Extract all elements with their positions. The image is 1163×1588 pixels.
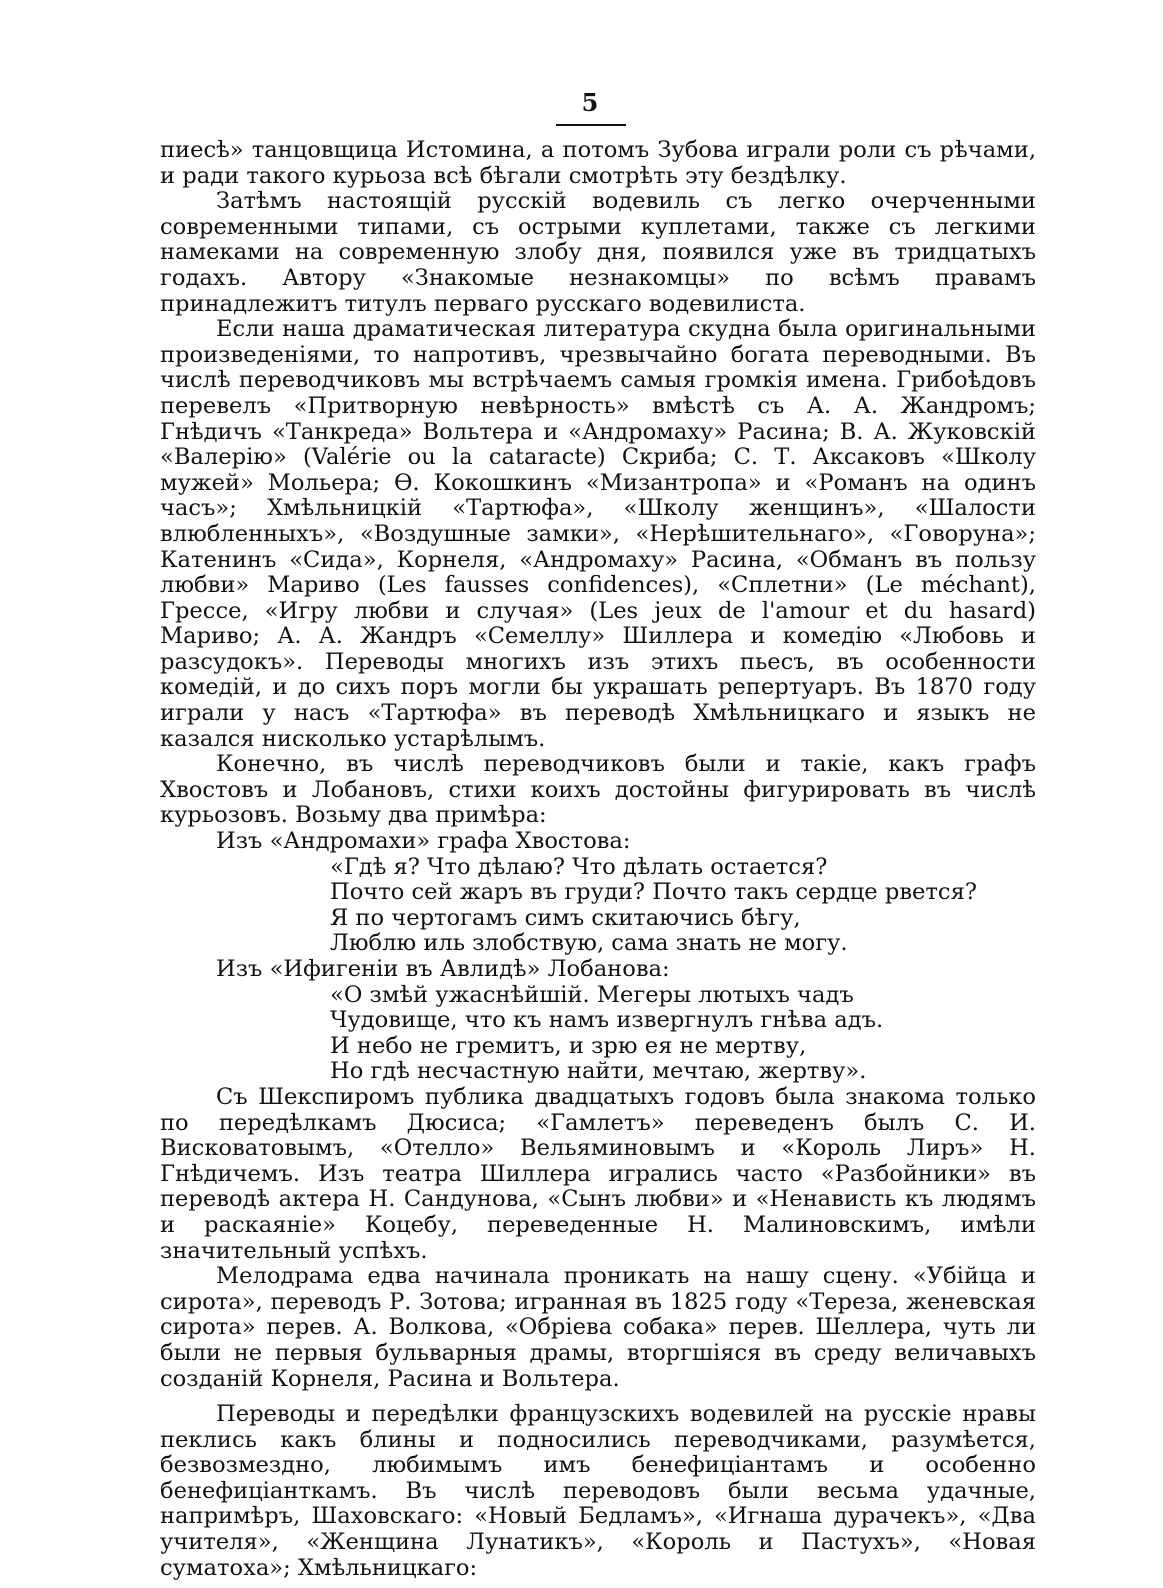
- paragraph: Если наша драматическая литература скудна была оригинальными произведеніями, то напротивъ, чрезвычайно богата переводными. Въ числѣ переводчиковъ мы встрѣчаемъ самыя громкія имена. Грибоѣдовъ перевелъ «Притворную невѣрность» вмѣстѣ съ А. А. Жандромъ; Гнѣдичъ «Танкреда» Вольтера и «Андромаху» Расина; В. А. Жуковскій «Валерію» (Valérie ou la cataracte) Скриба; С. Т. Аксаковъ «Школу мужей» Мольера; Ѳ. Кокошкинъ «Мизантропа» и «Романъ на одинъ часъ»; Хмѣльницкій «Тартюфа», «Школу женщинъ», «Шалости влюбленныхъ», «Воздушные замки», «Нерѣшительнаго», «Говоруна»; Катенинъ «Сида», Корнеля, «Андромаху» Расина, «Обманъ въ пользу любви» Мариво (Les fausses confidences), «Сплетни» (Le méchant), Грессе, «Игру любви и случая» (Les jeux de l'amour et du hasard) Мариво; А. А. Жандръ «Семеллу» Шиллера и комедію «Любовь и разсудокъ». Переводы многихъ изъ этихъ пьесъ, въ особенности комедій, и до сихъ поръ могли бы украшать репертуаръ. Въ 1870 году играли у насъ «Тартюфа» въ переводѣ Хмѣльницкаго и языкъ не казался нисколько устарѣлымъ.: [160, 316, 1036, 752]
- verse-quote: [160, 855, 1036, 957]
- paragraph: Переводы и передѣлки французскихъ водевилей на русскіе нравы пеклись какъ блины и подносились переводчиками, разумѣется, безвозмездно, любимымъ имъ бенефиціантамъ и особенно бенефиціанткамъ. Въ числѣ переводовъ были весьма удачные, напримѣръ, Шаховскаго: «Новый Бедламъ», «Игнаша дурачекъ», «Два учителя», «Женщина Лунатикъ», «Король и Пастухъ», «Новая суматоха»; Хмѣльницкаго:: [160, 1401, 1036, 1581]
- page-number: 5: [581, 88, 599, 117]
- verse-line: Я по чертогамъ симъ скитаючись бѣгу,: [330, 904, 801, 931]
- quote-intro: Изъ «Ифигеніи въ Авлидѣ» Лобанова:: [216, 956, 670, 982]
- paragraph: Мелодрама едва начинала проникать на нашу сцену. «Убійца и сирота», переводъ Р. Зотова; игранная въ 1825 году «Тереза, женевская сирота» перев. А. Волкова, «Обріева собака» перев. Шеллера, чуть ли были не первыя бульварныя драмы, вторгшіяся въ среду величавыхъ созданій Корнеля, Расина и Вольтера.: [160, 1263, 1036, 1392]
- verse-line: Почто сей жаръ въ груди? Почто такъ сердце рвется?: [330, 879, 977, 906]
- verse-line: И небо не гремитъ, и зрю ея не мертву,: [330, 1032, 807, 1059]
- verse-quote: [160, 983, 1036, 1085]
- page-body: [160, 138, 1036, 1581]
- paragraph: Конечно, въ числѣ переводчиковъ были и такіе, какъ графъ Хвостовъ и Лобановъ, стихи коихъ достойны фигурировать въ числѣ курьозовъ. Возьму два примѣра:: [160, 751, 1036, 829]
- quote-intro: Изъ «Андромахи» графа Хвостова:: [216, 828, 631, 855]
- paragraph: Съ Шекспиромъ публика двадцатыхъ годовъ была знакома только по передѣлкамъ Дюсиса; «Гамлетъ» переведенъ былъ С. И. Висковатовымъ, «Отелло» Вельяминовымъ и «Король Лиръ» Н. Гнѣдичемъ. Изъ театра Шиллера игрались часто «Разбойники» въ переводѣ актера Н. Сандунова, «Сынъ любви» и «Ненависть къ людямъ и раскаяніе» Коцебу, переведенные Н. Малиновскимъ, имѣли значительный успѣхъ.: [160, 1083, 1036, 1264]
- verse-line: Люблю иль злобствую, сама знать не могу.: [330, 930, 848, 957]
- verse-line: «О змѣй ужаснѣйшій. Мегеры лютыхъ чадъ: [330, 981, 854, 1008]
- paragraph: пиесѣ» танцовщица Истомина, а потомъ Зубова играли роли съ рѣчами, и ради такого курьоза всѣ бѣгали смотрѣть эту бездѣлку.: [160, 137, 1036, 189]
- page-number-rule: [556, 124, 626, 126]
- paragraph: Затѣмъ настоящій русскій водевиль съ легко очерченными современными типами, съ острыми куплетами, также съ легкими намеками на современную злобу дня, появился уже въ тридцатыхъ годахъ. Автору «Знакомые незнакомцы» по всѣмъ правамъ принадлежитъ титулъ перваго русскаго водевилиста.: [160, 188, 1036, 317]
- verse-line: «Гдѣ я? Что дѣлаю? Что дѣлать остается?: [330, 853, 828, 880]
- verse-line: Чудовище, что къ намъ извергнулъ гнѣва адъ.: [330, 1007, 884, 1034]
- verse-line: Но гдѣ несчастную найти, мечтаю, жертву».: [330, 1058, 867, 1085]
